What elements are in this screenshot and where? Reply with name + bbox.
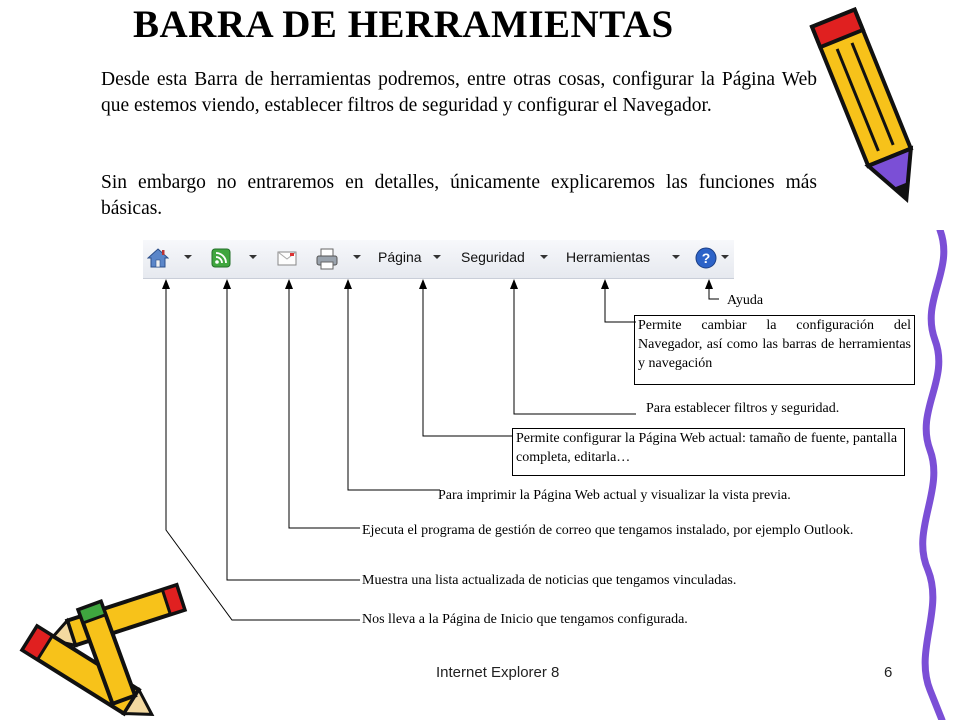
connector-mail: [289, 282, 360, 528]
squiggle-decoration-icon: [900, 230, 960, 720]
label-ayuda: Ayuda: [727, 293, 764, 308]
label-herramientas: Permite cambiar la configuración del Navegador, así como las barras de herramientas y navegación: [634, 315, 915, 385]
intro-paragraph: Desde esta Barra de herramientas podremos, entre otras cosas, configurar la Página Web que estemos viendo, establecer filtros de seguridad y configurar el Navegador.: [101, 69, 817, 116]
connector-pagina: [423, 282, 512, 436]
pencils-clipart-icon: [0, 578, 200, 720]
label-pagina: Permite configurar la Página Web actual: tamaño de fuente, pantalla completa, editarla…: [512, 428, 905, 476]
connector-seguridad: [514, 282, 636, 414]
menu-pagina[interactable]: Página: [378, 249, 422, 265]
label-seguridad: Para establecer filtros y seguridad.: [646, 401, 840, 416]
pencil-clipart-icon: [808, 2, 928, 222]
connector-print: [348, 282, 440, 490]
footer-title: Internet Explorer 8: [436, 664, 560, 681]
label-noticias: Muestra una lista actualizada de noticias que tengamos vinculadas.: [362, 573, 737, 588]
page-title: BARRA DE HERRAMIENTAS: [133, 3, 674, 46]
connector-feeds: [227, 282, 360, 580]
label-correo: Ejecuta el programa de gestión de correo que tengamos instalado, por ejemplo Outlook.: [362, 523, 854, 538]
svg-text:?: ?: [701, 250, 711, 266]
page-number: 6: [884, 664, 893, 681]
menu-seguridad[interactable]: Seguridad: [461, 249, 525, 265]
connector-herramientas: [605, 282, 636, 322]
menu-herramientas[interactable]: Herramientas: [566, 249, 651, 265]
label-inicio: Nos lleva a la Página de Inicio que tengamos configurada.: [362, 612, 688, 627]
note-paragraph: Sin embargo no entraremos en detalles, únicamente explicaremos las funciones más básicas.: [101, 172, 817, 219]
connector-home: [166, 282, 360, 620]
label-imprimir: Para imprimir la Página Web actual y visualizar la vista previa.: [438, 488, 791, 503]
